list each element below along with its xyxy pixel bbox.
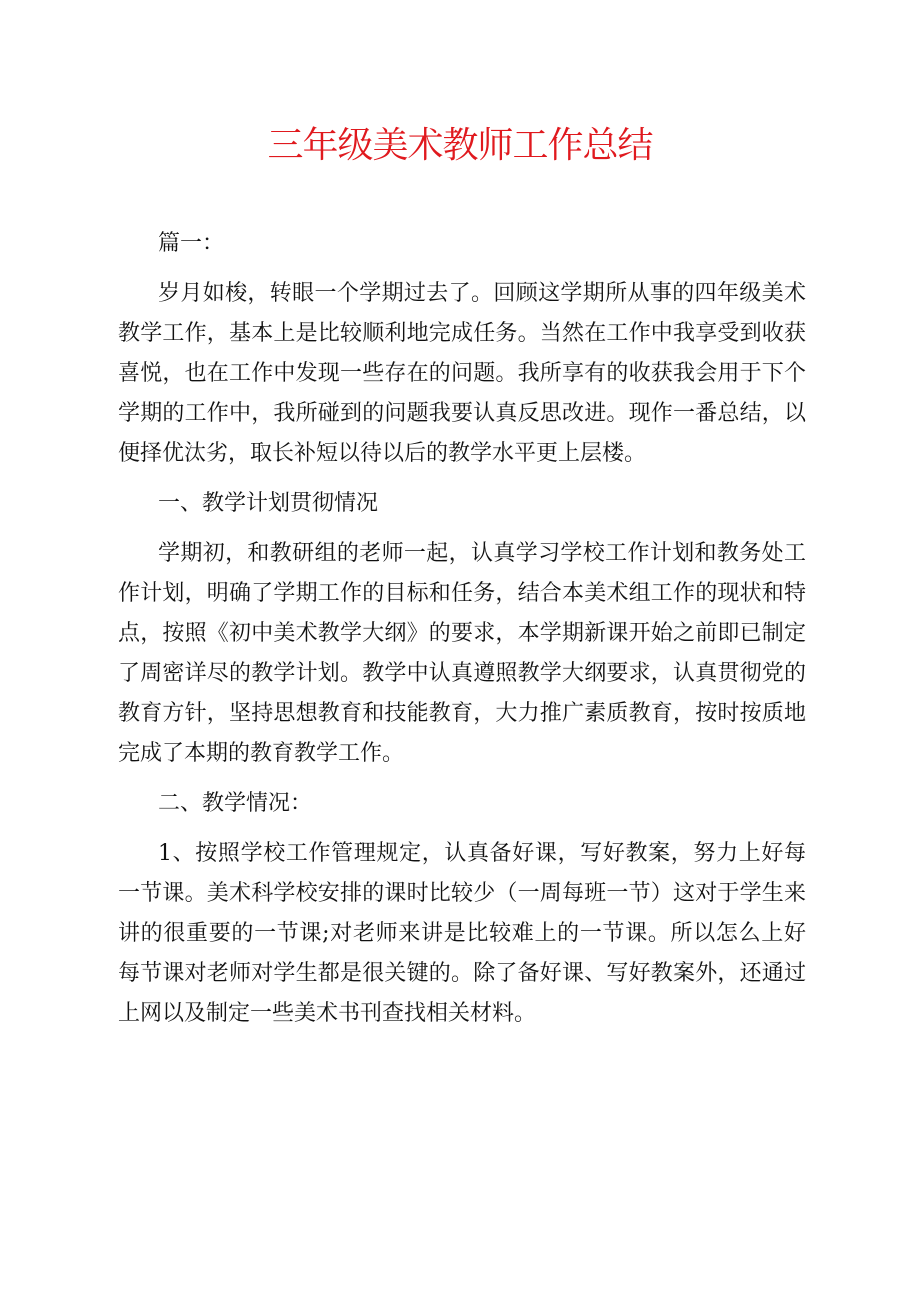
plan-paragraph: 学期初，和教研组的老师一起，认真学习学校工作计划和教务处工作计划，明确了学期工作的目标和任务，结合本美术组工作的现状和特点，按照《初中美术教学大纲》的要求，本学期新课开始之前即已制定了周密详尽的教学计划。教学中认真遵照教学大纲要求，认真贯彻党的教育方针，坚持思想教育和技能教育，大力推广素质教育，按时按质地完成了本期的教育教学工作。: [118, 541, 806, 766]
document-body: [118, 224, 806, 1044]
section-heading-plan: 一、教学计划贯彻情况: [158, 491, 379, 516]
section-label-part-one: 篇一：: [158, 231, 225, 256]
document-title: 三年级美术教师工作总结: [267, 125, 653, 166]
section-heading-teaching: 二、教学情况：: [158, 791, 313, 816]
teaching-paragraph-1: 1、按照学校工作管理规定，认真备好课，写好教案，努力上好每一节课。美术科学校安排的课时比较少（一周每班一节）这对于学生来讲的很重要的一节课;对老师来讲是比较难上的一节课。所以怎么上好每节课对老师对学生都是很关键的。除了备好课、写好教案外，还通过上网以及制定一些美术书刊查找相关材料。: [118, 841, 806, 1026]
intro-paragraph: 岁月如梭，转眼一个学期过去了。回顾这学期所从事的四年级美术教学工作，基本上是比较顺利地完成任务。当然在工作中我享受到收获喜悦，也在工作中发现一些存在的问题。我所享有的收获我会用于下个学期的工作中，我所碰到的问题我要认真反思改进。现作一番总结，以便择优汰劣，取长补短以待以后的教学水平更上层楼。: [118, 281, 806, 466]
